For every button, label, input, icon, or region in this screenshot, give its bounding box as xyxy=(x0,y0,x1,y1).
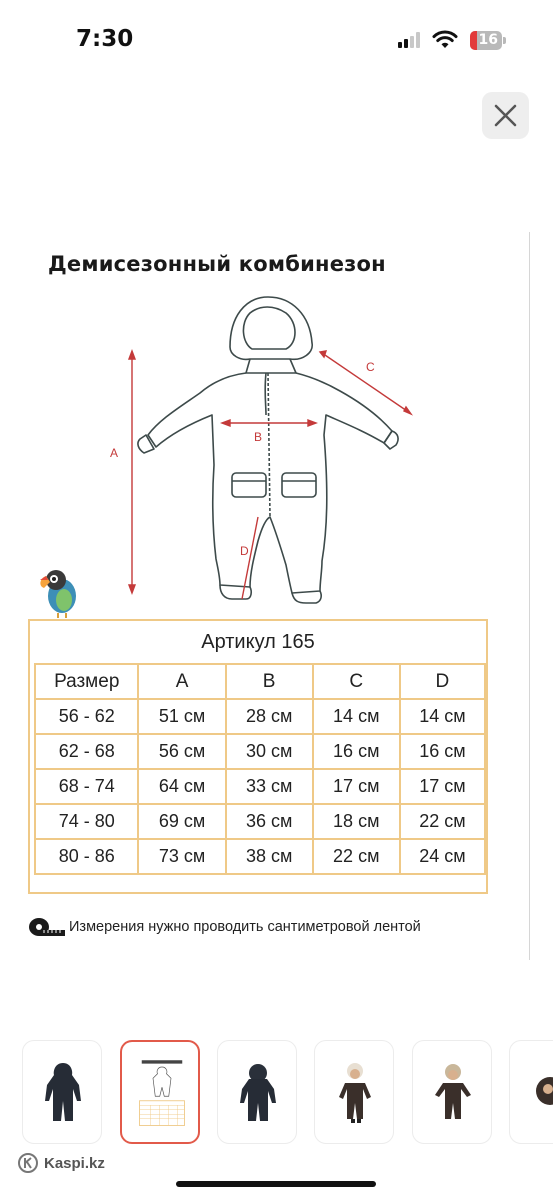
cell-a: 73 см xyxy=(138,839,225,874)
size-chart-table xyxy=(34,663,486,875)
hood-outline xyxy=(230,297,312,359)
table-header-row xyxy=(35,664,485,699)
cell-c: 14 см xyxy=(313,699,400,734)
battery-level: 16 xyxy=(478,32,498,48)
cell-b: 28 см xyxy=(226,699,313,734)
battery-indicator xyxy=(470,31,502,50)
thumb-child-model-1[interactable] xyxy=(314,1040,394,1144)
cell-c: 16 см xyxy=(313,734,400,769)
parrot-illustration xyxy=(38,566,82,618)
cell-size: 62 - 68 xyxy=(35,734,138,769)
cell-c: 22 см xyxy=(313,839,400,874)
header-b: B xyxy=(226,664,313,699)
cell-size: 56 - 62 xyxy=(35,699,138,734)
thumb-child-model-2[interactable] xyxy=(412,1040,492,1144)
battery-fill xyxy=(470,31,477,50)
table-row xyxy=(35,699,485,734)
right-cuff xyxy=(384,431,398,449)
neck-band xyxy=(246,359,296,373)
thumb-jumpsuit-hood[interactable] xyxy=(217,1040,297,1144)
cell-d: 22 см xyxy=(400,804,485,839)
cell-d: 24 см xyxy=(400,839,485,874)
product-image-title: Демисезонный комбинезон xyxy=(48,252,386,276)
table-row xyxy=(35,734,485,769)
cell-b: 38 см xyxy=(226,839,313,874)
cell-c: 17 см xyxy=(313,769,400,804)
size-chart-image xyxy=(136,1058,188,1130)
home-indicator[interactable] xyxy=(176,1181,376,1187)
battery-tip xyxy=(503,37,506,44)
kaspi-logo-icon xyxy=(18,1153,38,1173)
label-c: C xyxy=(366,360,375,374)
close-button[interactable] xyxy=(482,92,529,139)
cell-a: 51 см xyxy=(138,699,225,734)
measurement-note xyxy=(28,915,498,941)
left-cuff xyxy=(138,435,154,453)
cell-d: 16 см xyxy=(400,734,485,769)
article-number: Артикул 165 xyxy=(201,631,315,653)
table-row xyxy=(35,839,485,874)
cell-b: 33 см xyxy=(226,769,313,804)
child-model-image xyxy=(528,1061,553,1125)
jumpsuit-front-image xyxy=(41,1061,85,1125)
cell-c: 18 см xyxy=(313,804,400,839)
size-table xyxy=(28,619,488,894)
measuring-tape-icon xyxy=(28,917,66,937)
cell-b: 30 см xyxy=(226,734,313,769)
header-size: Размер xyxy=(35,664,138,699)
table-row xyxy=(35,769,485,804)
hood-inner xyxy=(243,307,295,349)
header-c: C xyxy=(313,664,400,699)
thumb-size-chart[interactable] xyxy=(120,1040,200,1144)
cell-d: 17 см xyxy=(400,769,485,804)
right-pocket xyxy=(282,473,316,497)
cell-size: 68 - 74 xyxy=(35,769,138,804)
cell-size: 74 - 80 xyxy=(35,804,138,839)
footer-brand-name: Kaspi.kz xyxy=(44,1155,105,1172)
label-a: A xyxy=(110,446,119,460)
thumbnail-strip[interactable] xyxy=(0,1040,553,1150)
header-a: A xyxy=(138,664,225,699)
image-edge-line xyxy=(529,232,530,960)
thumb-child-model-3[interactable] xyxy=(509,1040,553,1144)
jumpsuit-hood-image xyxy=(236,1061,280,1125)
cell-a: 56 см xyxy=(138,734,225,769)
cell-a: 64 см xyxy=(138,769,225,804)
cell-size: 80 - 86 xyxy=(35,839,138,874)
status-bar xyxy=(0,0,553,80)
child-model-image xyxy=(333,1061,377,1125)
left-pocket xyxy=(232,473,266,497)
zipper-line xyxy=(268,373,270,517)
label-d: D xyxy=(240,544,249,558)
measurement-note-text: Измерения нужно проводить сантиметровой лентой xyxy=(69,919,421,935)
jumpsuit-diagram xyxy=(100,295,420,605)
cellular-signal-icon xyxy=(398,32,424,48)
header-d: D xyxy=(400,664,485,699)
table-row xyxy=(35,804,485,839)
cell-b: 36 см xyxy=(226,804,313,839)
wifi-icon xyxy=(432,30,458,50)
cell-d: 14 см xyxy=(400,699,485,734)
thumb-jumpsuit-front[interactable] xyxy=(22,1040,102,1144)
cell-a: 69 см xyxy=(138,804,225,839)
status-time: 7:30 xyxy=(76,26,134,52)
child-model-image xyxy=(431,1061,475,1125)
close-icon xyxy=(494,104,517,127)
label-b: B xyxy=(254,430,263,444)
